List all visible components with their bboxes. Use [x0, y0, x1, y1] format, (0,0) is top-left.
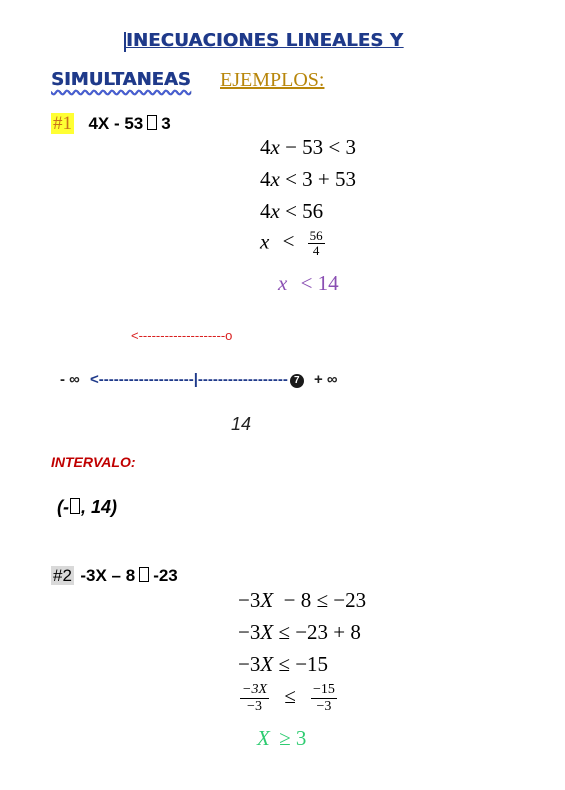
example-1-badge: #1 — [53, 113, 72, 134]
filled-circle-icon: 7 — [290, 374, 304, 388]
example-2-badge: #2 — [53, 566, 72, 585]
number-line-tick: | — [193, 371, 198, 388]
number-line-left-segment: <------------------- — [90, 371, 194, 388]
page-subtitle-examples: EJEMPLOS: — [220, 69, 325, 91]
example-2-heading — [51, 566, 178, 586]
example-1-step-4: x < $\frac{56}{4}$ — [260, 228, 323, 258]
number-line — [60, 371, 338, 388]
missing-glyph-icon — [147, 115, 157, 130]
page-title: INECUACIONES LINEALES Y — [126, 30, 404, 51]
missing-glyph-icon — [139, 567, 149, 582]
solution-arrow: <--------------------o — [131, 328, 233, 343]
missing-glyph-icon — [70, 498, 80, 514]
example-1-step-3: 4x < 56 — [260, 199, 324, 223]
example-2-step-3: −3X ≤ −15 — [238, 652, 329, 676]
example-2-step-2: −3X ≤ −23 + 8 — [238, 620, 361, 644]
example-1-step-2: 4x < 3 + 53 — [260, 167, 357, 191]
page-subtitle: SIMULTANEAS — [51, 69, 191, 90]
example-2-problem-left: -3X – 8 — [80, 566, 136, 585]
example-1-result: x < 14 — [278, 271, 339, 295]
interval-label: INTERVALO: — [51, 454, 136, 470]
fraction-right: $\frac{-15}{-3}$ — [313, 682, 335, 714]
positive-infinity: + ∞ — [314, 371, 338, 388]
fraction-left: $\frac{-3X}{-3}$ — [242, 682, 267, 714]
fraction: $\frac{56}{4}$ — [309, 228, 323, 258]
example-1-step-1: 4x − 53 < 3 — [260, 135, 357, 159]
example-1-problem-left: 4X - 53 — [88, 114, 144, 133]
number-line-right-segment: ------------------ — [197, 371, 288, 388]
example-2-result: X ≥ 3 — [257, 726, 307, 750]
tick-label: 14 — [231, 414, 252, 434]
example-2-step-4: $\frac{-3X}{-3}$ ≤ $\frac{-15}{-3}$ — [242, 682, 335, 714]
example-2-step-1: −3X − 8 ≤ −23 — [238, 588, 367, 612]
example-1-heading — [51, 113, 171, 135]
negative-infinity: - ∞ — [60, 371, 80, 388]
example-1-problem-right: 3 — [161, 114, 171, 133]
example-2-problem-right: -23 — [153, 566, 178, 585]
interval-value: (- , 14) — [57, 497, 118, 517]
